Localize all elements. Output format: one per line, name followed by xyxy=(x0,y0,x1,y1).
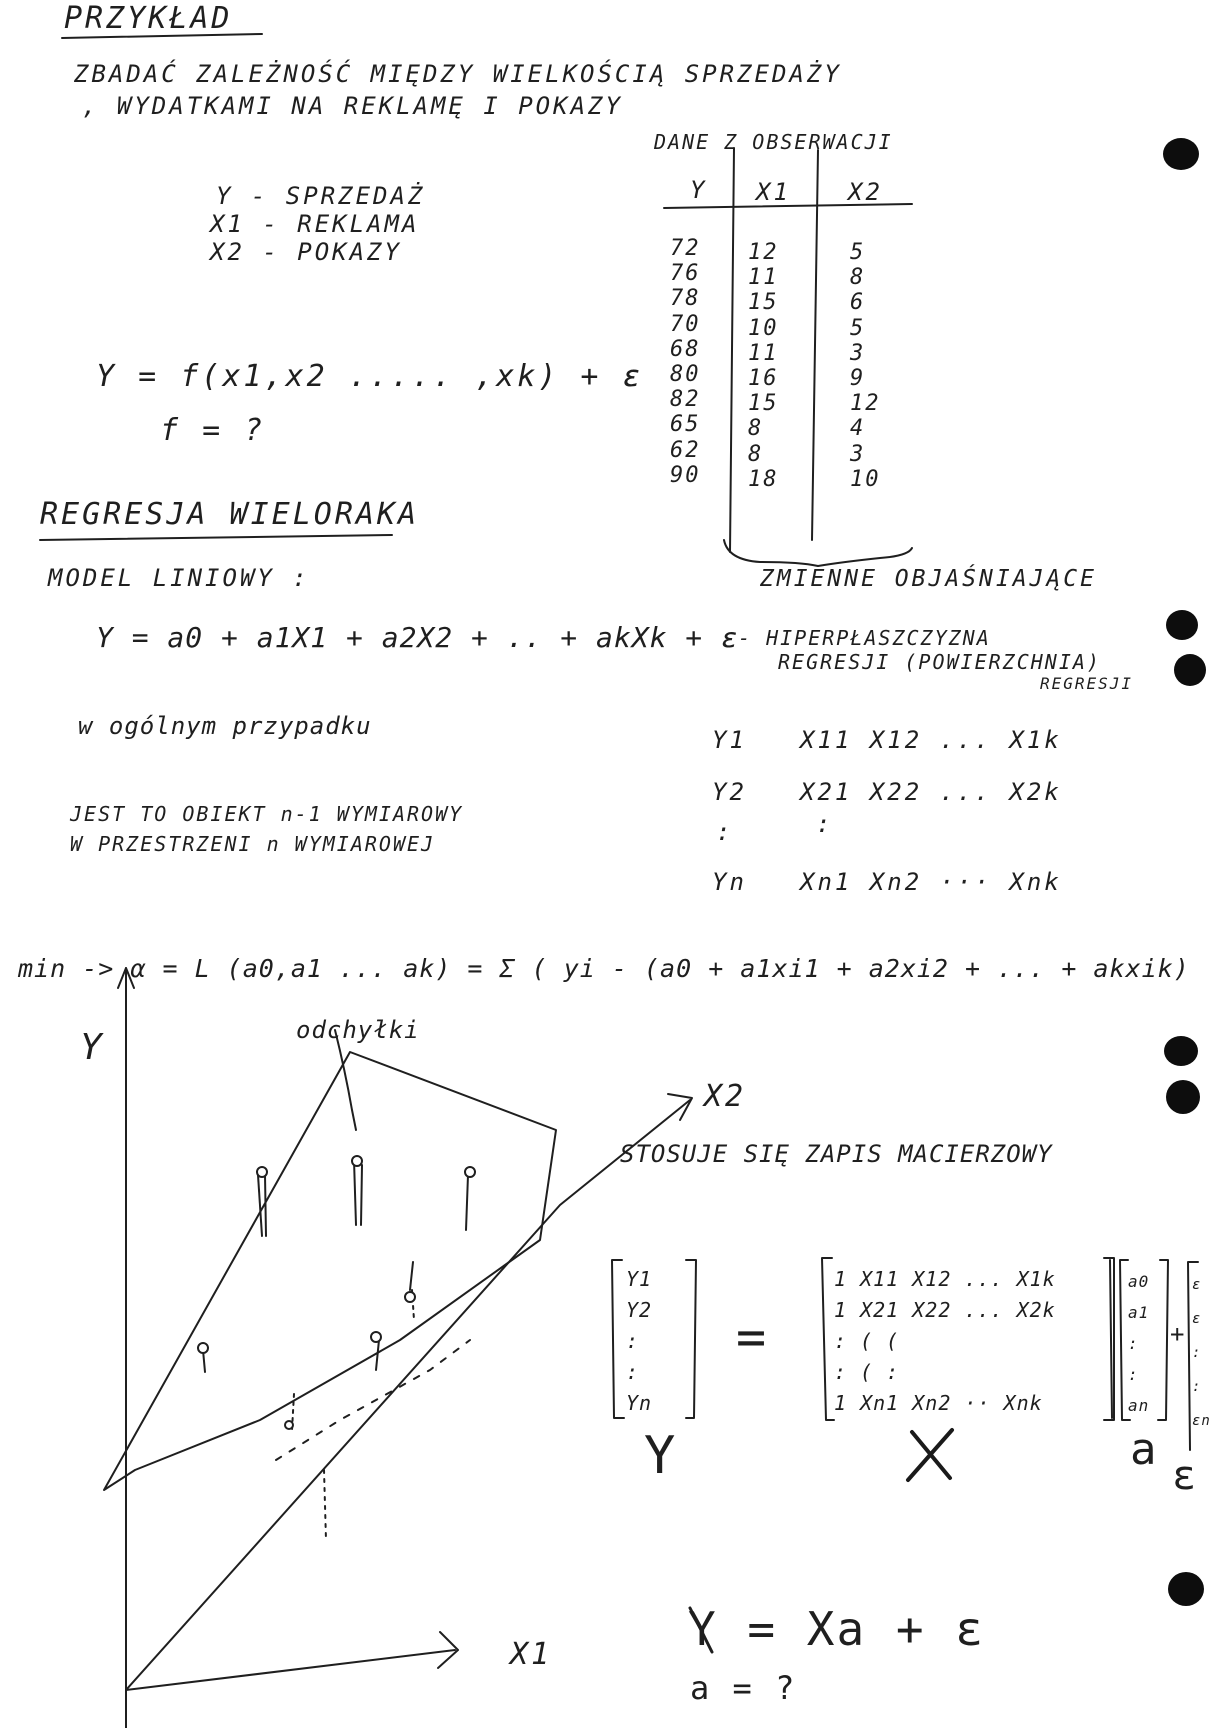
table-brace xyxy=(724,540,912,566)
matrix-plus: + xyxy=(1170,1320,1188,1348)
table-divider-1 xyxy=(730,148,734,552)
observations-title: DANE Z OBSERWACJI xyxy=(654,130,893,154)
table-cell: 78 xyxy=(670,286,701,312)
table-cell: 8 xyxy=(850,265,866,291)
residual-pointer xyxy=(335,1030,356,1130)
table-cell: 90 xyxy=(670,462,701,488)
matrix-entry: Yn xyxy=(626,1391,653,1415)
matrix-row: 1 X21 X22 ... X2k xyxy=(834,1298,1056,1322)
matrix-form-equation: Y = Xa + ε xyxy=(688,1602,985,1656)
matrix-entry: a1 xyxy=(1128,1303,1150,1322)
matrix-entry: ε xyxy=(1192,1311,1202,1327)
table-cell: 9 xyxy=(850,366,866,392)
table-cell: 10 xyxy=(850,466,881,492)
table-cell: 15 xyxy=(748,290,779,316)
matrix-entry: : xyxy=(1192,1345,1202,1361)
object-note-2: W PRZESTRZENI n WYMIAROWEJ xyxy=(70,832,436,856)
table-column-y xyxy=(670,236,701,488)
plot-y-axis-label: Y xyxy=(80,1027,105,1068)
matrix-entry: : xyxy=(1192,1379,1202,1395)
table-cell: 10 xyxy=(748,315,779,341)
problem-line-1: ZBADAĆ ZALEŻNOŚĆ MIĘDZY WIELKOŚCIĄ SPRZEDAŻY xyxy=(74,60,842,88)
obs-row-1-y: Y1 xyxy=(712,726,747,754)
regression-heading: REGRESJA WIELORAKA xyxy=(40,497,420,532)
table-caption: ZMIENNE OBJAŚNIAJĄCE xyxy=(760,566,1097,592)
obs-row-2-y: Y2 xyxy=(712,778,747,806)
table-cell: 65 xyxy=(670,412,701,438)
matrix-row: 1 X11 X12 ... X1k xyxy=(834,1267,1056,1291)
table-divider-2 xyxy=(812,150,818,540)
binder-hole-2 xyxy=(1166,610,1198,640)
variable-x2: X2 - POKAZY xyxy=(210,238,402,266)
linear-model-label: MODEL LINIOWY : xyxy=(48,564,310,592)
general-model-equation: Y = f(x1,x2 ..... ,xk) + ε xyxy=(96,359,644,394)
table-cell: 11 xyxy=(748,265,779,291)
general-model-question: f = ? xyxy=(160,413,266,448)
table-cell: 3 xyxy=(850,340,866,366)
table-cell: 11 xyxy=(748,340,779,366)
object-note-1: JEST TO OBIEKT n-1 WYMIAROWY xyxy=(70,802,464,826)
hyperplane-note-3: REGRESJI xyxy=(1040,674,1134,693)
table-cell: 76 xyxy=(670,261,701,287)
table-cell: 72 xyxy=(670,236,701,261)
binder-hole-5 xyxy=(1166,1080,1200,1114)
table-header-x2: X2 xyxy=(848,178,883,206)
table-cell: 80 xyxy=(670,362,701,388)
table-cell: 6 xyxy=(850,290,866,316)
matrix-label-y: Y xyxy=(644,1426,678,1486)
problem-line-2: , WYDATKAMI NA REKLAMĘ I POKAZY xyxy=(82,92,623,120)
matrix-row: : ( ( xyxy=(834,1329,900,1353)
matrix-entry: an xyxy=(1128,1396,1150,1415)
matrix-entry: : xyxy=(626,1360,640,1384)
matrix-label-x xyxy=(910,1430,943,1482)
matrix-label-epsilon: ε xyxy=(1172,1453,1199,1499)
matrix-entry: : xyxy=(1128,1365,1139,1384)
table-cell: 62 xyxy=(670,437,701,463)
table-cell: 15 xyxy=(748,391,779,417)
matrix-x xyxy=(834,1264,1056,1419)
table-cell: 3 xyxy=(850,441,866,467)
table-cell: 8 xyxy=(748,441,764,467)
matrix-entry: a0 xyxy=(1128,1272,1150,1291)
matrix-e-vector xyxy=(1192,1268,1211,1438)
table-cell: 70 xyxy=(670,311,701,337)
table-cell: 12 xyxy=(850,391,881,417)
matrix-entry: εn xyxy=(1192,1413,1211,1429)
table-cell: 16 xyxy=(748,366,779,392)
variable-x1: X1 - REKLAMA xyxy=(210,210,420,238)
x2-axis-line xyxy=(126,1100,690,1690)
table-cell: 8 xyxy=(748,416,764,442)
x1-axis-line xyxy=(126,1650,455,1690)
variable-y: Y - SPRZEDAŻ xyxy=(216,182,426,210)
obs-row-dots-x: : xyxy=(816,810,834,838)
obs-row-n-y: Yn xyxy=(712,868,747,896)
matrix-row: 1 Xn1 Xn2 ·· Xnk xyxy=(834,1391,1043,1415)
matrix-label-a: a xyxy=(1130,1424,1159,1475)
table-cell: 12 xyxy=(748,240,779,265)
obs-row-2-x: X21 X22 ... X2k xyxy=(800,778,1062,806)
table-cell: 82 xyxy=(670,387,701,413)
binder-hole-4 xyxy=(1164,1036,1198,1066)
table-cell: 4 xyxy=(850,416,866,442)
matrix-row: : ( : xyxy=(834,1360,900,1384)
matrix-entry: : xyxy=(626,1329,640,1353)
matrix-entry: Y1 xyxy=(626,1267,653,1291)
matrix-equals: = xyxy=(736,1308,769,1366)
heading-underline xyxy=(40,535,392,540)
table-header-y: Y xyxy=(690,176,708,204)
table-cell: 5 xyxy=(850,240,866,265)
general-case-note: w ogólnym przypadku xyxy=(78,712,372,740)
obs-row-n-x: Xn1 Xn2 ··· Xnk xyxy=(800,868,1062,896)
hyperplane-note-2: REGRESJI (POWIERZCHNIA) xyxy=(778,650,1101,674)
matrix-heading: STOSUJE SIĘ ZAPIS MACIERZOWY xyxy=(620,1140,1053,1168)
binder-hole-1 xyxy=(1163,138,1199,170)
binder-hole-3 xyxy=(1174,654,1206,686)
matrix-entry: Y2 xyxy=(626,1298,653,1322)
table-column-x2 xyxy=(850,240,881,492)
plot-x2-axis-label: X2 xyxy=(704,1079,747,1114)
linear-model-equation: Y = a0 + a1X1 + a2X2 + .. + akXk + ε xyxy=(96,621,739,654)
hyperplane-note-1: - HIPERPŁASZCZYZNA xyxy=(738,626,991,650)
matrix-form-question: a = ? xyxy=(690,1669,797,1707)
matrix-entry: : xyxy=(1128,1334,1139,1353)
table-cell: 68 xyxy=(670,336,701,362)
matrix-a-vector xyxy=(1128,1266,1149,1421)
plot-residuals-label: odchyłki xyxy=(296,1016,420,1044)
regression-plane xyxy=(104,1052,556,1490)
min-equation: min -> α = L (a0,a1 ... ak) = Σ ( yi - (a0 + a1xi1 + a2xi2 + ... + akxik) xyxy=(18,954,1190,983)
obs-row-dots-y: : xyxy=(716,818,734,846)
obs-row-1-x: X11 X12 ... X1k xyxy=(800,726,1062,754)
table-cell: 5 xyxy=(850,315,866,341)
plot-x1-axis-label: X1 xyxy=(510,1637,553,1672)
table-column-x1 xyxy=(748,240,779,492)
matrix-y-vector xyxy=(626,1264,652,1419)
matrix-entry: ε xyxy=(1192,1277,1202,1293)
binder-hole-6 xyxy=(1168,1572,1204,1606)
table-header-x1: X1 xyxy=(756,178,791,206)
table-cell: 18 xyxy=(748,466,779,492)
page-header: PRZYKŁAD xyxy=(64,1,233,36)
